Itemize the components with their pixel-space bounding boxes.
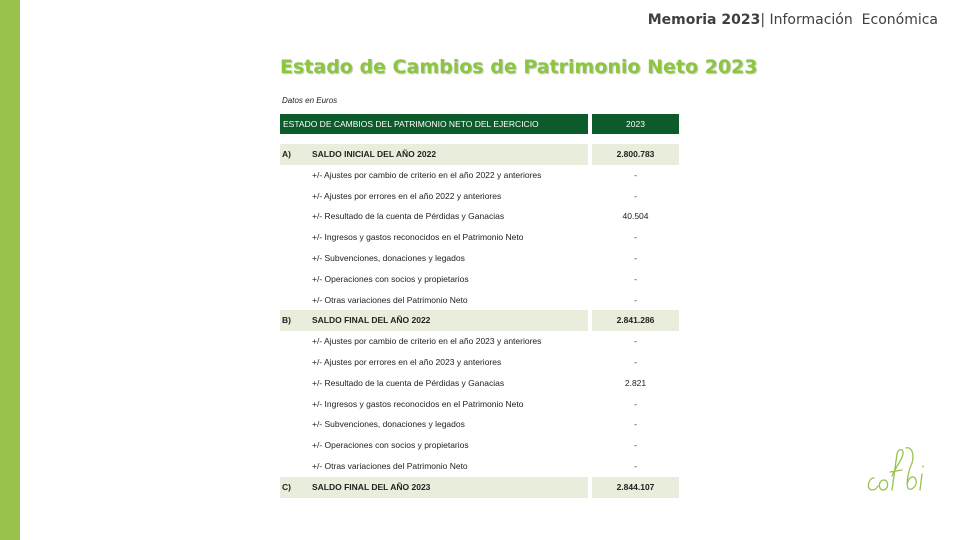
row-label: SALDO FINAL DEL AÑO 2023	[312, 481, 431, 492]
row-label: +/- Subvenciones, donaciones y legados	[312, 252, 465, 263]
table-row	[280, 186, 680, 207]
row-value: -	[634, 398, 637, 409]
row-label: +/- Resultado de la cuenta de Pérdidas y Ganacias	[312, 211, 505, 222]
row-code: A)	[282, 149, 291, 159]
row-value: -	[634, 356, 637, 367]
table-row	[280, 206, 680, 227]
row-value: 2.800.783	[616, 149, 655, 159]
row-label: +/- Operaciones con socios y propietarios	[312, 440, 469, 451]
table-header-year: 2023	[592, 114, 679, 134]
table-row	[280, 394, 680, 415]
row-label: +/- Ingresos y gastos reconocidos en el Patrimonio Neto	[312, 398, 524, 409]
row-label: +/- Ajustes por errores en el año 2022 y anteriores	[312, 190, 502, 201]
row-value: 40.504	[622, 211, 649, 222]
table-row	[280, 414, 680, 435]
left-accent-bar	[0, 0, 20, 540]
equity-changes-table	[280, 114, 680, 498]
table-row	[280, 165, 680, 186]
table-row	[280, 269, 680, 290]
table-row	[280, 373, 680, 394]
table-row	[280, 352, 680, 373]
row-code: C)	[282, 481, 291, 492]
table-body	[280, 144, 680, 498]
row-value: -	[634, 169, 637, 180]
table-row	[280, 290, 680, 311]
table-section-row	[280, 144, 680, 165]
row-label: +/- Ajustes por cambio de criterio en el año 2022 y anteriores	[312, 169, 542, 180]
table-row	[280, 456, 680, 477]
row-value: -	[634, 190, 637, 201]
header-report-title: Memoria 2023	[647, 12, 761, 28]
row-value: 2.844.107	[616, 481, 655, 492]
row-value: 2.841.286	[616, 315, 655, 326]
table-section-row	[280, 310, 680, 331]
row-value: -	[634, 460, 637, 471]
row-label: +/- Resultado de la cuenta de Pérdidas y Ganacias	[312, 377, 505, 388]
row-value: -	[634, 273, 637, 284]
table-row	[280, 435, 680, 456]
cofbi-logo	[862, 440, 932, 504]
row-label: +/- Operaciones con socios y propietarios	[312, 273, 469, 284]
header-section: Información Económica	[765, 12, 938, 28]
row-value: -	[634, 294, 637, 305]
row-value: -	[634, 232, 637, 243]
row-value: -	[634, 252, 637, 263]
table-row	[280, 331, 680, 352]
table-row	[280, 227, 680, 248]
row-code: B)	[282, 315, 291, 326]
page-title: Estado de Cambios de Patrimonio Neto 2023	[280, 56, 758, 78]
row-label: +/- Ingresos y gastos reconocidos en el Patrimonio Neto	[312, 232, 524, 243]
row-value: -	[634, 419, 637, 430]
page-header	[648, 12, 938, 28]
header-separator: |	[760, 12, 766, 28]
table-header	[280, 114, 680, 134]
row-value: -	[634, 440, 637, 451]
row-label: +/- Ajustes por errores en el año 2023 y anteriores	[312, 356, 502, 367]
row-label: +/- Otras variaciones del Patrimonio Neto	[312, 294, 468, 305]
row-label: SALDO FINAL DEL AÑO 2022	[312, 315, 431, 326]
row-label: +/- Subvenciones, donaciones y legados	[312, 419, 465, 430]
units-note: Datos en Euros	[282, 96, 338, 105]
row-label: +/- Otras variaciones del Patrimonio Neto	[312, 460, 468, 471]
table-header-label: ESTADO DE CAMBIOS DEL PATRIMONIO NETO DEL EJERCICIO	[280, 114, 588, 134]
row-label: SALDO INICIAL DEL AÑO 2022	[312, 149, 437, 159]
row-value: -	[634, 336, 637, 347]
row-value: 2.821	[624, 377, 647, 388]
row-label: +/- Ajustes por cambio de criterio en el año 2023 y anteriores	[312, 336, 542, 347]
table-row	[280, 248, 680, 269]
table-section-row	[280, 477, 680, 498]
